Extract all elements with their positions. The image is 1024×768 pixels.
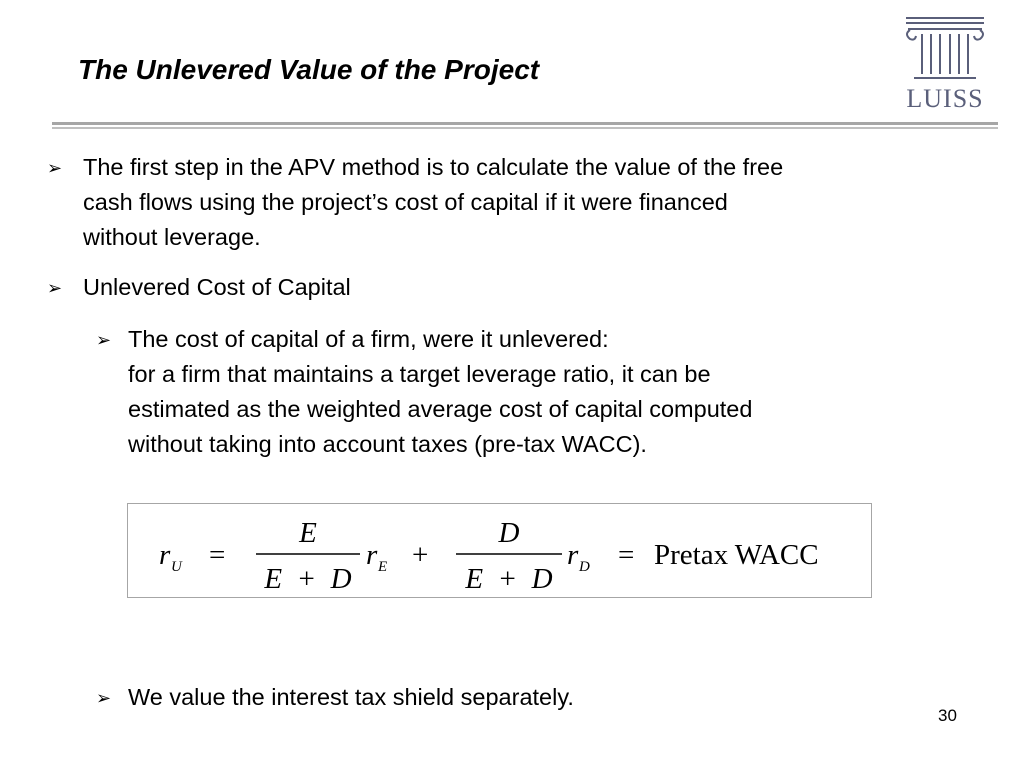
page-number: 30 xyxy=(938,706,957,725)
formula-term2-var: r xyxy=(567,539,579,571)
slide-title: The Unlevered Value of the Project xyxy=(78,54,540,85)
bullet-line: cash flows using the project’s cost of capital if it were financed xyxy=(83,189,728,215)
formula-equals-2: = xyxy=(618,539,635,571)
sub-bullet-arrow-icon: ➢ xyxy=(96,688,112,708)
sub-bullet-line: We value the interest tax shield separately. xyxy=(128,684,574,710)
formula-equals: = xyxy=(209,539,226,571)
sub-bullet-line: estimated as the weighted average cost of capital computed xyxy=(128,396,753,422)
sub-bullet-line: without taking into account taxes (pre-tax WACC). xyxy=(128,431,647,457)
formula-frac2-denominator: E + D xyxy=(465,563,553,595)
formula-frac1-numerator: E xyxy=(299,517,317,549)
formula-frac2-numerator: D xyxy=(498,517,520,549)
pretax-wacc-formula xyxy=(127,503,872,598)
title-divider xyxy=(52,122,998,125)
bullet-line: Unlevered Cost of Capital xyxy=(83,274,351,300)
bullet-line: without leverage. xyxy=(83,224,261,250)
sub-bullet-line: The cost of capital of a firm, were it unlevered: xyxy=(128,326,609,352)
bullet-unlevered-cost xyxy=(83,270,963,305)
formula-lhs-sub: U xyxy=(171,559,182,575)
bullet-apv-first-step xyxy=(83,150,963,255)
formula-term1-var: r xyxy=(366,539,378,571)
sub-bullet-cost-of-capital xyxy=(128,322,928,462)
logo-text: LUISS xyxy=(906,84,984,113)
formula-term2-sub: D xyxy=(579,559,590,575)
sub-bullet-interest-tax-shield xyxy=(128,680,928,715)
formula-rhs: Pretax WACC xyxy=(654,539,819,571)
formula-frac1-denominator: E + D xyxy=(264,563,352,595)
bullet-line: The first step in the APV method is to calculate the value of the free xyxy=(83,154,784,180)
sub-bullet-line: for a firm that maintains a target leverage ratio, it can be xyxy=(128,361,711,387)
sub-bullet-arrow-icon: ➢ xyxy=(96,330,112,350)
title-divider-secondary xyxy=(52,127,998,129)
formula-term1-sub: E xyxy=(378,559,388,575)
formula-plus: + xyxy=(412,539,429,571)
bullet-arrow-icon: ➢ xyxy=(47,278,63,298)
formula-lhs-var: r xyxy=(159,539,171,571)
bullet-arrow-icon: ➢ xyxy=(47,158,63,178)
